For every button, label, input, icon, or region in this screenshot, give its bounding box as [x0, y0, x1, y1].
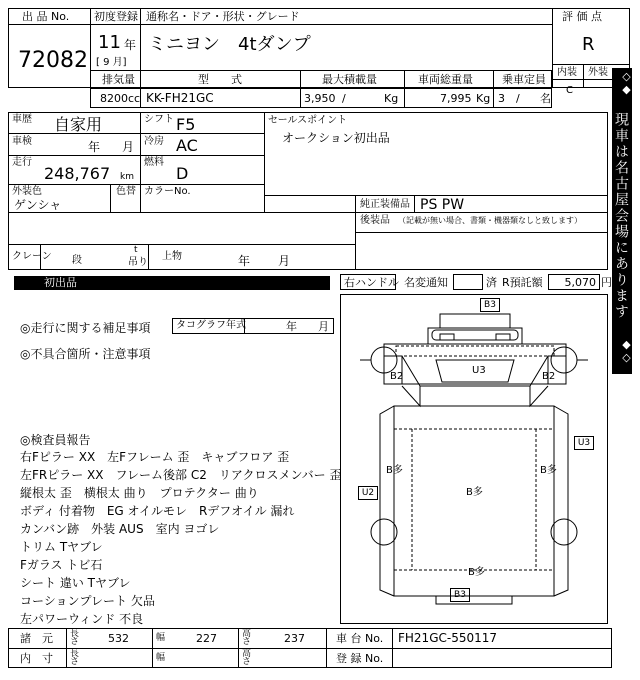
mileage-value: 248,767: [44, 164, 111, 183]
aircon-value: AC: [176, 136, 198, 155]
recycle-unit: 円: [601, 276, 612, 289]
color-no-label: カラーNo.: [144, 186, 191, 197]
recycle-prefix: 済: [486, 276, 497, 289]
rating-value: R: [582, 34, 595, 55]
shift-value: F5: [176, 115, 196, 134]
crane-ton-unit: t: [134, 245, 138, 255]
inner-height-label: 高さ: [242, 649, 252, 667]
notice-label: 名変通知: [404, 276, 448, 289]
damage-mark: B多: [386, 465, 403, 476]
damage-mark: B3: [454, 590, 466, 600]
history-value: 自家用: [54, 115, 103, 134]
damage-mark: U3: [472, 365, 486, 376]
genuine-equipment-value: PS PW: [420, 197, 465, 213]
drive-side: 右ハンドル: [344, 276, 399, 289]
model-name-label: 通称名・ドア・形状・グレード: [146, 10, 300, 23]
crane-stage-unit: 段: [72, 255, 82, 266]
tacho-year-unit: 年: [286, 320, 297, 333]
damage-mark: B多: [466, 487, 483, 498]
lot-number: 72082: [18, 48, 88, 73]
damage-mark: U3: [577, 438, 591, 448]
fuel-value: D: [176, 164, 189, 183]
chassis-number: FH21GC-550117: [398, 631, 498, 645]
report-line: Fガラス トビ石: [20, 558, 103, 572]
side-venue-text: 現車は名古屋会場にあります: [613, 112, 629, 320]
damage-mark: B2: [390, 371, 404, 382]
fuel-label: 燃料: [144, 157, 164, 168]
running-heading: ◎走行に関する補足事項: [20, 321, 151, 335]
mileage-label: 走行: [12, 157, 32, 168]
recycle-value: 5,070: [564, 276, 596, 289]
displacement-label: 排気量: [102, 73, 135, 86]
side-diamonds-top: ◇◆: [620, 70, 633, 96]
max-load-sep: /: [342, 92, 346, 105]
rating-label: 評 価 点: [562, 10, 602, 23]
displacement-value: 8200: [100, 92, 128, 105]
gross-weight-value: 7,995: [440, 92, 472, 105]
exterior-label: 外装: [588, 67, 608, 78]
ext-color-value: ゲンシャ: [14, 198, 62, 212]
upper-year-unit: 年: [238, 254, 251, 268]
inspection-month-unit: 月: [122, 140, 135, 154]
width-value: 227: [196, 632, 217, 645]
crane-label: クレーン: [12, 251, 52, 262]
length-label: 長さ: [70, 629, 80, 647]
max-load-value: 3,950: [304, 92, 336, 105]
aircon-label: 冷房: [144, 136, 164, 147]
tacho-label: タコグラフ年式: [176, 320, 246, 331]
report-line: 縦根太 歪 横根太 曲り プロテクター 曲り: [20, 486, 259, 500]
interior-grade: C: [566, 85, 573, 96]
first-reg-year: 11: [98, 32, 121, 53]
max-load-unit: Kg: [384, 92, 399, 105]
first-listing-badge: [14, 276, 330, 290]
damage-mark: B3: [484, 300, 496, 310]
height-value: 237: [284, 632, 305, 645]
model-name: ミニヨン 4tダンプ: [148, 34, 311, 55]
lot-label: 出 品 No.: [22, 10, 70, 23]
length-value: 532: [108, 632, 129, 645]
damage-mark: B多: [468, 567, 485, 578]
sales-point-text: オークション初出品: [282, 131, 390, 145]
report-line: トリム Tヤブレ: [20, 540, 103, 554]
report-line: シート 違い Tヤブレ: [20, 576, 131, 590]
aftermarket-note: （記載が無い場合、書類・機器類なしと致します）: [398, 216, 582, 225]
sales-point-label: セールスポイント: [268, 115, 348, 126]
inspection-year-unit: 年: [88, 140, 101, 154]
report-line: コーションプレート 欠品: [20, 594, 155, 608]
shift-label: シフト: [144, 114, 174, 125]
upper-month-unit: 月: [278, 254, 291, 268]
report-line: 左パワーウィンド 不良: [20, 612, 144, 626]
first-reg-month: [ 9 月]: [96, 57, 127, 68]
max-load-label: 最大積載量: [322, 73, 377, 86]
inner-width-label: 幅: [156, 653, 166, 663]
crane-hang-unit: 吊り: [128, 257, 148, 268]
gross-weight-label: 車両総重量: [418, 73, 473, 86]
damage-mark: B多: [540, 465, 557, 476]
dims-label: 諸 元: [20, 632, 53, 645]
displacement-unit: cc: [128, 92, 141, 105]
gross-weight-unit: Kg: [476, 92, 491, 105]
height-label: 高さ: [242, 629, 252, 647]
aftermarket-label: 後装品: [360, 215, 390, 226]
recycle-label: R預託額: [502, 276, 543, 289]
first-reg-label: 初度登録: [94, 10, 138, 23]
first-reg-year-unit: 年: [124, 38, 137, 52]
color-swap-label: 色替: [116, 186, 136, 197]
defects-heading: ◎不具合箇所・注意事項: [20, 347, 151, 361]
side-diamonds-bottom: ◆◇: [620, 338, 633, 364]
tacho-month-unit: 月: [318, 320, 329, 333]
reg-label: 登 録 No.: [336, 652, 384, 665]
report-line: カンバン跡 外装 AUS 室内 ヨゴレ: [20, 522, 220, 536]
inspection-label: 車検: [12, 136, 32, 147]
genuine-equipment-label: 純正装備品: [360, 199, 410, 210]
history-label: 車歴: [12, 114, 32, 125]
damage-mark: U2: [361, 488, 375, 498]
capacity-unit: 名: [540, 92, 551, 105]
venue-side-bar: [612, 68, 632, 374]
mileage-unit: km: [120, 172, 134, 182]
capacity-sep: /: [516, 92, 520, 105]
first-listing-text: 初出品: [44, 276, 77, 289]
report-line: ボディ 付着物 EG オイルモレ Rデフオイル 漏れ: [20, 504, 295, 518]
interior-label: 内装: [557, 67, 577, 78]
notice-box: [453, 274, 483, 290]
width-label: 幅: [156, 633, 166, 643]
model-code-value: KK-FH21GC: [146, 91, 214, 105]
model-code-label: 型 式: [198, 73, 242, 86]
capacity-label: 乗車定員: [502, 73, 546, 86]
inner-length-label: 長さ: [70, 649, 80, 667]
ext-color-label: 外装色: [12, 186, 42, 197]
upper-label: 上物: [162, 251, 182, 262]
chassis-label: 車 台 No.: [336, 632, 384, 645]
inner-dims-label: 内 寸: [20, 652, 53, 665]
damage-mark: B2: [542, 371, 556, 382]
report-heading: ◎検査員報告: [20, 433, 91, 447]
report-line: 左FRピラー XX フレーム後部 C2 リアクロスメンバー 歪: [20, 468, 342, 482]
capacity-value: 3: [498, 92, 505, 105]
report-line: 右Fピラー XX 左Fフレーム 歪 キャブフロア 歪: [20, 450, 290, 464]
